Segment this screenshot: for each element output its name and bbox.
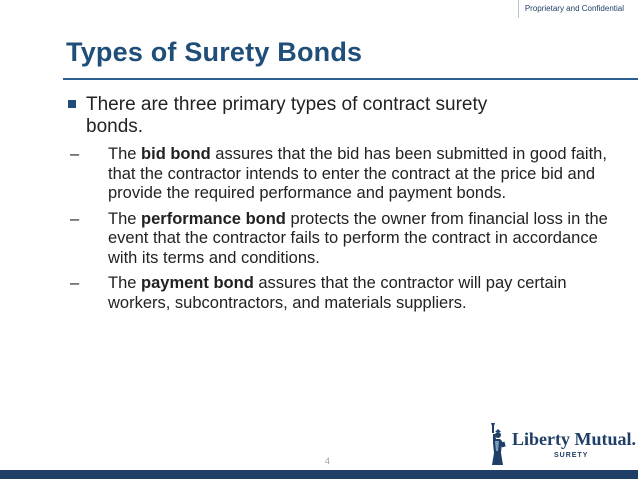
sub-bullet-term: performance bond — [141, 209, 286, 228]
sub-bullet-text: assures that the contractor will pay certain workers, subcontractors, and materials suppliers. — [108, 274, 567, 312]
dash-bullet-icon: – — [70, 209, 80, 228]
sub-bullet-prefix: The — [108, 274, 142, 292]
sub-bullet-term: payment bond — [141, 274, 254, 292]
statue-of-liberty-icon — [486, 423, 508, 467]
main-bullet — [66, 94, 546, 138]
slide-title: Types of Surety Bonds — [66, 37, 363, 67]
sub-bullet-text: assures that the bid has been submitted in good faith, that the contractor intends to enter the contract at the price bid and provide the required performance and payment bonds. — [108, 145, 607, 202]
main-bullet-text: There are three primary types of contract surety bonds. — [86, 94, 488, 137]
sub-bullet-payment-bond — [66, 274, 618, 313]
square-bullet-icon — [68, 100, 76, 108]
logo-subtitle: SURETY — [554, 452, 589, 459]
dash-bullet-icon: – — [70, 274, 80, 292]
sub-bullet-prefix: The — [108, 145, 142, 163]
footer-bar — [0, 470, 638, 479]
confidentiality-label: Proprietary and Confidential — [518, 0, 628, 18]
sub-bullet-bid-bond — [66, 145, 618, 204]
slide-content — [66, 94, 618, 319]
sub-bullet-prefix: The — [108, 209, 142, 228]
sub-bullet-list — [66, 145, 618, 313]
liberty-mutual-logo — [486, 423, 636, 467]
sub-bullet-performance-bond — [66, 210, 618, 269]
title-divider — [63, 78, 638, 80]
logo-wordmark: Liberty Mutual. — [512, 429, 636, 449]
page-number: 4 — [325, 456, 331, 466]
dash-bullet-icon: – — [70, 145, 80, 163]
sub-bullet-text: protects the owner from financial loss in the event that the contractor fails to perform the contract in accordance with its terms and conditions. — [108, 209, 608, 267]
sub-bullet-term: bid bond — [141, 145, 211, 163]
